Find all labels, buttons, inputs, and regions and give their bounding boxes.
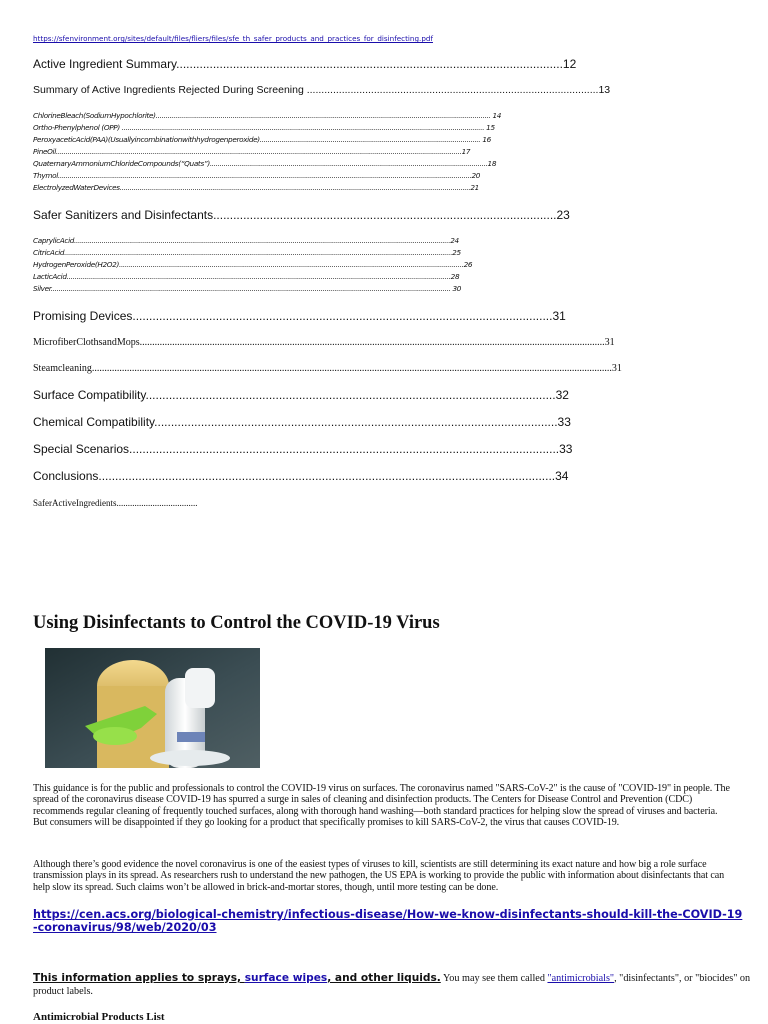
- info-bold-text-1: This information applies to sprays,: [33, 972, 245, 984]
- toc-entry-active-ingredient-summary: Active Ingredient Summary....................................................................................................................12: [33, 57, 577, 71]
- toc-entry-quats: QuaternaryAmmoniumChlorideCompounds(“Quats”).............................................................................................................................................18: [33, 159, 497, 168]
- antimicrobials-link[interactable]: "antimicrobials": [547, 973, 615, 984]
- info-applies-line: [33, 972, 753, 998]
- toc-entry-citric-acid: CitricAcid.....................................................................................................................................................................................................25: [33, 248, 461, 257]
- toc-entry-pine-oil: PineOil..............................................................................................................................................................................................................17: [33, 147, 471, 156]
- toc-entry-chemical-compatibility: Chemical Compatibility.........................................................................................................................33: [33, 415, 571, 429]
- toc-entry-promising-devices: Promising Devices..............................................................................................................................31: [33, 309, 566, 323]
- toc-entry-conclusions: Conclusions.........................................................................................................................................34: [33, 469, 569, 483]
- toc-entry-thymol: Thymol..................................................................................................................................................................................................................20: [33, 171, 481, 180]
- spray-bottles-illustration: [45, 648, 260, 768]
- toc-entry-caprylic-acid: CaprylicAcid...............................................................................................................................................................................................24: [33, 236, 459, 245]
- toc-entry-safer-active-ingredients: SaferActiveIngredients....................................: [33, 498, 198, 508]
- surface-wipes-link[interactable]: surface wipes: [244, 972, 328, 984]
- toc-entry-chlorine-bleach: ChlorineBleach(SodiumHypochlorite).......................................................................................................................................................................... 14: [33, 111, 502, 120]
- toc-entry-hydrogen-peroxide: HydrogenPeroxide(H2O2)...............................................................................................................................................................................26: [33, 260, 473, 269]
- antimicrobial-products-heading: Antimicrobial Products List: [33, 1011, 165, 1023]
- article-title: Using Disinfectants to Control the COVID-19 Virus: [33, 613, 440, 633]
- toc-entry-rejected-summary: Summary of Active Ingredients Rejected During Screening ....................................................................................................13: [33, 84, 611, 96]
- toc-entry-surface-compatibility: Surface Compatibility...........................................................................................................................32: [33, 388, 569, 402]
- toc-entry-silver: Silver........................................................................................................................................................................................................... 30: [33, 284, 462, 293]
- toc-entry-microfiber: MicrofiberClothsandMops..........................................................................................................................................................................................31: [33, 337, 615, 348]
- toc-entry-steam-cleaning: Steamcleaning................................................................................................................................................................................................................31: [33, 363, 622, 374]
- info-text-1: You may see them called: [440, 973, 548, 984]
- source-pdf-link[interactable]: https://sfenvironment.org/sites/default/files/fliers/files/sfe_th_safer_products_and_practices_for_disinfecting.pdf: [33, 34, 433, 43]
- info-text-2: , "disinfectants", or "biocides" on product labels.: [33, 973, 751, 997]
- toc-entry-paa: PeroxyaceticAcid(PAA)(Usuallyincombinationwithhydrogenperoxide)................................................................................................................ 16: [33, 135, 491, 144]
- article-paragraph-1: This guidance is for the public and professionals to control the COVID-19 virus on surfaces. The coronavirus named "SARS-CoV-2" is the cause of "COVID-19" in people. The spread of the coronavirus disease COVID-19 has spurred a surge in sales of cleaning and disinfection products. The Centers for Disease Control and Prevention (CDC) recommends regular cleaning of frequently touched surfaces, along with thorough hand washing—both standard practices for helping slow the spread of viruses and bacteria. But consumers will be disappointed if they go looking for a product that specifically promises to kill SARS-CoV-2, the virus that causes COVID-19.: [33, 783, 730, 828]
- toc-entry-special-scenarios: Special Scenarios.................................................................................................................................33: [33, 442, 573, 456]
- toc-entry-opp: Ortho-Phenylphenol (OPP) ........................................................................................................................................................................................ 15: [33, 123, 495, 132]
- disinfectant-photo: [45, 648, 260, 768]
- toc-entry-electrolyzed-water: ElectrolyzedWaterDevices..................................................................................................................................................................................21: [33, 183, 479, 192]
- article-paragraph-2: Although there’s good evidence the novel coronavirus is one of the easiest types of viruses to kill, scientists are still determining its exact nature and how big a role surface transmission plays in its spread. As researchers rush to understand the new pathogen, the US EPA is working to provide the public with information about disinfectants that can help slow its spread. Such claims won’t be allowed in brick-and-mortar stores, though, until more testing can be done.: [33, 859, 725, 893]
- cen-article-link[interactable]: https://cen.acs.org/biological-chemistry/infectious-disease/How-we-know-disinfectants-should-kill-the-COVID-19-coronavirus/98/web/2020/03: [33, 908, 743, 934]
- info-bold-text-2: , and other liquids.: [327, 972, 441, 984]
- toc-entry-safer-sanitizers: Safer Sanitizers and Disinfectants.......................................................................................................23: [33, 208, 570, 222]
- toc-entry-lactic-acid: LacticAcid...................................................................................................................................................................................................28: [33, 272, 460, 281]
